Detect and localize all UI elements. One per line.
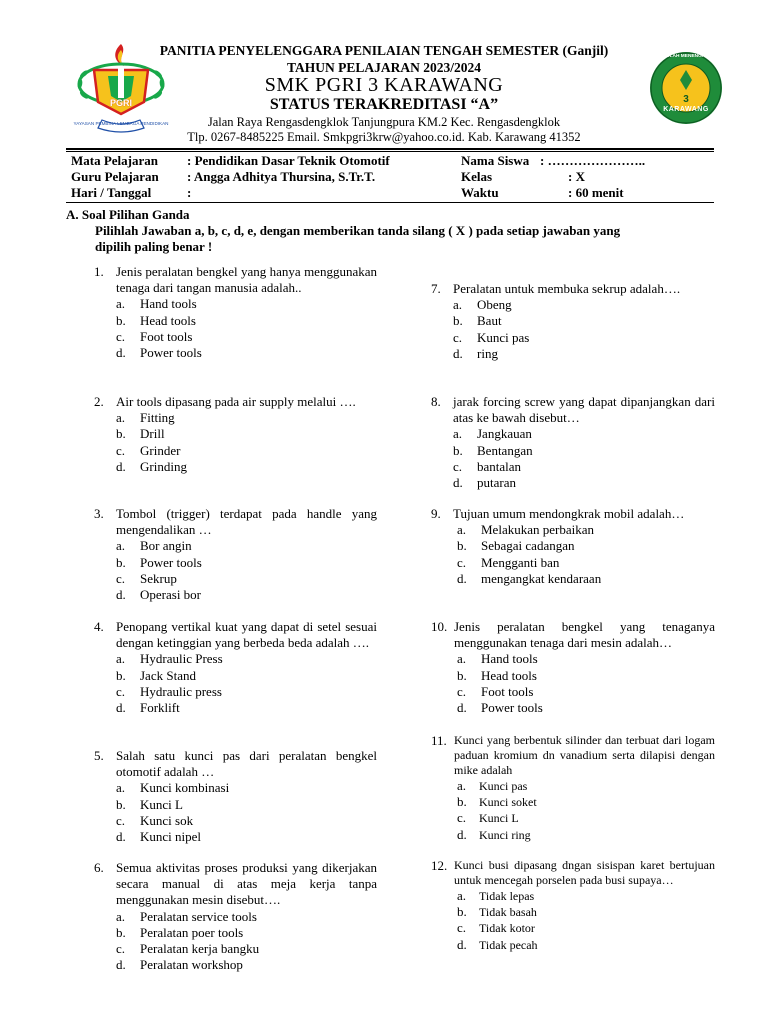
option-text: Kunci kombinasi — [140, 780, 230, 796]
time-label: Waktu — [461, 185, 499, 200]
option-text: Forklift — [140, 699, 180, 715]
option-letter: a. — [116, 410, 126, 426]
question-12 — [431, 858, 715, 953]
option-text: Kunci sok — [140, 812, 194, 828]
option-text: Foot tools — [481, 683, 534, 699]
answer-option[interactable] — [116, 555, 377, 571]
question-text: Tombol (trigger) terdapat pada handle yang mengendalikan … — [116, 506, 377, 538]
option-text: Head tools — [140, 312, 196, 328]
option-text: bantalan — [477, 458, 522, 474]
answer-option[interactable] — [116, 410, 377, 426]
academic-year: TAHUN PELAJARAN 2023/2024 — [286, 60, 481, 75]
question-9 — [431, 506, 715, 587]
option-letter: a. — [457, 778, 467, 793]
option-text: ring — [477, 345, 498, 361]
option-letter: b. — [116, 554, 126, 570]
question-6 — [94, 860, 377, 973]
question-number: 9. — [431, 506, 441, 521]
question-11 — [431, 733, 715, 843]
teacher-value: : Angga Adhitya Thursina, S.Tr.T. — [187, 169, 376, 184]
option-letter: c. — [116, 442, 126, 458]
question-8 — [431, 394, 715, 491]
option-letter: b. — [453, 313, 463, 329]
option-letter: b. — [116, 426, 126, 442]
option-letter: a. — [116, 296, 126, 312]
subject-label: Mata Pelajaran — [71, 153, 159, 168]
answer-option[interactable] — [116, 443, 377, 459]
answer-option[interactable] — [116, 684, 377, 700]
answer-option[interactable] — [457, 651, 715, 667]
option-text: Tidak pecah — [479, 937, 538, 952]
question-text: Kunci yang berbentuk silinder dan terbuat dari logam paduan kromium dn vanadium serta dilapisi dengan mike adalah — [454, 733, 715, 777]
answer-option[interactable] — [116, 329, 377, 345]
option-text: Operasi bor — [140, 586, 202, 602]
question-number: 8. — [431, 394, 441, 409]
pgri-logo-text: PGRI — [109, 98, 132, 108]
question-text: Peralatan untuk membuka sekrup adalah…. — [453, 281, 681, 296]
option-text: Peralatan workshop — [140, 957, 243, 973]
option-letter: d. — [116, 957, 126, 973]
option-letter: b. — [457, 904, 467, 920]
answer-option[interactable] — [457, 522, 715, 538]
answer-option[interactable] — [453, 297, 715, 313]
answer-option[interactable] — [116, 941, 377, 957]
committee-title: PANITIA PENYELENGGARA PENILAIAN TENGAH SEMESTER (Ganjil) — [159, 43, 609, 58]
option-letter: d. — [457, 570, 467, 586]
option-text: Jangkauan — [477, 426, 532, 442]
option-text: Tidak basah — [479, 905, 537, 920]
question-number: 12. — [431, 858, 448, 873]
option-text: Baut — [477, 313, 502, 329]
answer-option[interactable] — [453, 313, 715, 329]
student-name-label: Nama Siswa — [461, 153, 530, 168]
question-2 — [94, 394, 377, 475]
option-letter: d. — [457, 936, 467, 952]
answer-option[interactable] — [116, 797, 377, 813]
answer-option[interactable] — [116, 668, 377, 684]
option-letter: c. — [116, 683, 126, 699]
answer-option[interactable] — [116, 651, 377, 667]
option-text: Melakukan perbaikan — [481, 522, 594, 538]
option-text: Power tools — [140, 554, 202, 570]
option-text: Peralatan service tools — [140, 908, 257, 924]
section-instruction-line2: dipilih paling benar ! — [95, 239, 213, 254]
option-letter: b. — [457, 538, 467, 554]
school-seal-name: KARAWANG — [663, 106, 709, 113]
school-address: Jalan Raya Rengasdengklok Tanjungpura KM.2 Kec. Rengasdengklok — [207, 115, 561, 129]
class-label: Kelas — [461, 169, 493, 184]
option-letter: a. — [116, 538, 126, 554]
answer-option[interactable] — [457, 888, 715, 904]
answer-option[interactable] — [116, 700, 377, 716]
answer-option[interactable] — [116, 571, 377, 587]
question-text: Tujuan umum mendongkrak mobil adalah… — [453, 506, 685, 521]
option-text: Power tools — [481, 699, 543, 715]
option-letter: c. — [453, 329, 463, 345]
option-letter: b. — [453, 442, 463, 458]
option-letter: c. — [116, 570, 126, 586]
school-seal-number: 3 — [683, 94, 689, 105]
answer-option[interactable] — [116, 909, 377, 925]
option-letter: c. — [457, 554, 467, 570]
school-name: SMK PGRI 3 KARAWANG — [264, 74, 504, 96]
question-4 — [94, 619, 377, 716]
question-number: 5. — [94, 748, 104, 763]
option-text: Peralatan poer tools — [140, 924, 244, 940]
answer-option[interactable] — [457, 538, 715, 554]
option-letter: d. — [116, 699, 126, 715]
option-letter: a. — [453, 297, 463, 313]
option-letter: b. — [116, 312, 126, 328]
option-letter: a. — [116, 651, 126, 667]
option-text: Kunci pas — [479, 779, 528, 793]
question-1 — [94, 264, 377, 361]
option-letter: a. — [457, 888, 467, 903]
option-letter: b. — [457, 667, 467, 683]
option-text: Kunci ring — [479, 827, 531, 842]
option-letter: d. — [116, 458, 126, 474]
option-text: Head tools — [481, 667, 537, 683]
answer-option[interactable] — [116, 345, 377, 361]
section-instruction-line1: Pilihlah Jawaban a, b, c, d, e, dengan memberikan tanda silang ( X ) pada setiap jawaban yang — [95, 223, 621, 238]
answer-option[interactable] — [116, 296, 377, 312]
question-text: Salah satu kunci pas dari peralatan bengkel otomotif adalah … — [116, 748, 377, 780]
subject-value: : Pendidikan Dasar Teknik Otomotif — [187, 153, 390, 168]
option-letter: c. — [457, 810, 467, 826]
option-letter: b. — [116, 667, 126, 683]
answer-option[interactable] — [457, 684, 715, 700]
question-text: Kunci busi dipasang dngan sisispan karet bertujuan untuk mencegah porselen pada busi supaya… — [454, 858, 715, 887]
student-name-value: : ………………….. — [540, 153, 646, 168]
answer-option[interactable] — [457, 810, 715, 826]
school-seal-ring-text: SEKOLAH MENENGAH KEJURUAN — [656, 54, 737, 59]
question-text: jarak forcing screw yang dapat dipanjangkan dari atas ke bawah disebut… — [453, 394, 715, 426]
teacher-label: Guru Pelajaran — [71, 169, 159, 184]
answer-option[interactable] — [116, 313, 377, 329]
question-number: 11. — [431, 733, 447, 748]
accreditation-status: STATUS TERAKREDITASI “A” — [269, 96, 499, 113]
option-letter: d. — [453, 474, 463, 490]
question-number: 2. — [94, 394, 104, 409]
option-text: putaran — [477, 474, 516, 490]
option-letter: b. — [116, 924, 126, 940]
option-text: Grinder — [140, 442, 181, 458]
option-letter: b. — [116, 796, 126, 812]
option-text: Kunci nipel — [140, 828, 202, 844]
question-5 — [94, 748, 377, 845]
option-text: Fitting — [140, 410, 175, 426]
question-text: Jenis peralatan bengkel yang hanya menggunakan tenaga dari tangan manusia adalah.. — [116, 264, 377, 296]
option-letter: d. — [116, 828, 126, 844]
option-letter: a. — [457, 651, 467, 667]
option-text: Bentangan — [477, 442, 533, 458]
option-text: Sebagai cadangan — [481, 538, 575, 554]
option-text: Drill — [140, 426, 165, 442]
answer-option[interactable] — [116, 426, 377, 442]
option-letter: c. — [116, 812, 126, 828]
option-letter: d. — [116, 586, 126, 602]
answer-option[interactable] — [457, 668, 715, 684]
pgri-logo-ribbon: YAYASAN PEMBINA LEMBAGA PENDIDIKAN — [73, 121, 169, 126]
answer-option[interactable] — [116, 459, 377, 475]
option-letter: c. — [116, 940, 126, 956]
question-3 — [94, 506, 377, 603]
question-number: 3. — [94, 506, 104, 521]
option-text: Hand tools — [481, 651, 538, 667]
header-rule — [66, 148, 714, 150]
option-text: Mengganti ban — [481, 554, 560, 570]
question-number: 10. — [431, 619, 448, 634]
option-letter: c. — [453, 458, 463, 474]
question-number: 7. — [431, 281, 441, 296]
answer-option[interactable] — [457, 794, 715, 810]
date-label: Hari / Tanggal — [71, 185, 152, 200]
answer-option[interactable] — [457, 827, 715, 843]
option-letter: c. — [457, 920, 467, 936]
option-letter: a. — [453, 426, 463, 442]
option-text: Peralatan kerja bangku — [140, 940, 260, 956]
option-letter: c. — [116, 328, 126, 344]
option-text: Hand tools — [140, 296, 197, 312]
question-number: 4. — [94, 619, 104, 634]
answer-option[interactable] — [116, 925, 377, 941]
info-rule — [66, 202, 714, 203]
option-text: Jack Stand — [140, 667, 196, 683]
answer-option[interactable] — [116, 587, 377, 603]
option-text: Kunci soket — [479, 795, 537, 810]
option-letter: a. — [116, 908, 126, 924]
date-value: : — [187, 185, 192, 200]
question-number: 1. — [94, 264, 104, 279]
answer-option[interactable] — [453, 459, 715, 475]
class-value: : X — [568, 169, 585, 184]
question-text: Penopang vertikal kuat yang dapat di setel sesuai dengan ketinggian yang berbeda beda adalah …. — [116, 619, 377, 651]
option-letter: d. — [116, 344, 126, 360]
option-text: Power tools — [140, 344, 202, 360]
section-title: A. Soal Pilihan Ganda — [66, 207, 190, 222]
answer-option[interactable] — [457, 920, 715, 936]
option-text: Grinding — [140, 458, 187, 474]
answer-option[interactable] — [457, 555, 715, 571]
option-letter: b. — [457, 794, 467, 810]
answer-option[interactable] — [457, 778, 715, 794]
answer-option[interactable] — [453, 330, 715, 346]
time-value: : 60 menit — [568, 185, 624, 200]
option-text: Foot tools — [140, 328, 193, 344]
option-text: Kunci L — [140, 796, 183, 812]
option-letter: a. — [116, 780, 126, 796]
option-letter: d. — [457, 826, 467, 842]
answer-option[interactable] — [457, 571, 715, 587]
option-text: Kunci L — [479, 811, 519, 826]
question-text: Jenis peralatan bengkel yang tenaganya menggunakan tenaga dari mesin adalah… — [454, 619, 715, 651]
answer-option[interactable] — [116, 813, 377, 829]
question-10 — [431, 619, 715, 716]
answer-option[interactable] — [453, 346, 715, 362]
question-7 — [431, 281, 715, 362]
option-text: mengangkat kendaraan — [481, 570, 602, 586]
option-text: Tidak lepas — [479, 889, 535, 903]
answer-option[interactable] — [453, 443, 715, 459]
option-letter: d. — [453, 345, 463, 361]
answer-option[interactable] — [116, 780, 377, 796]
answer-option[interactable] — [453, 426, 715, 442]
option-letter: a. — [457, 522, 467, 538]
option-text: Obeng — [477, 297, 512, 313]
answer-option[interactable] — [116, 957, 377, 973]
question-text: Semua aktivitas proses produksi yang dikerjakan secara manual di atas meja kerja tanpa menggunakan mesin disebut…. — [116, 860, 377, 908]
answer-option[interactable] — [457, 904, 715, 920]
option-text: Sekrup — [140, 570, 177, 586]
option-text: Hydraulic press — [140, 683, 222, 699]
answer-option[interactable] — [453, 475, 715, 491]
header-rule-thin — [66, 151, 714, 152]
option-text: Kunci pas — [477, 329, 530, 345]
answer-option[interactable] — [457, 700, 715, 716]
question-text: Air tools dipasang pada air supply melalui …. — [116, 394, 356, 409]
question-number: 6. — [94, 860, 104, 875]
option-text: Hydraulic Press — [140, 651, 223, 667]
school-contact: Tlp. 0267-8485225 Email. Smkpgri3krw@yahoo.co.id. Kab. Karawang 41352 — [187, 130, 581, 144]
option-text: Bor angin — [140, 538, 192, 554]
option-letter: c. — [457, 683, 467, 699]
answer-option[interactable] — [457, 937, 715, 953]
answer-option[interactable] — [116, 538, 377, 554]
option-text: Tidak kotor — [479, 921, 535, 936]
option-letter: d. — [457, 699, 467, 715]
answer-option[interactable] — [116, 829, 377, 845]
